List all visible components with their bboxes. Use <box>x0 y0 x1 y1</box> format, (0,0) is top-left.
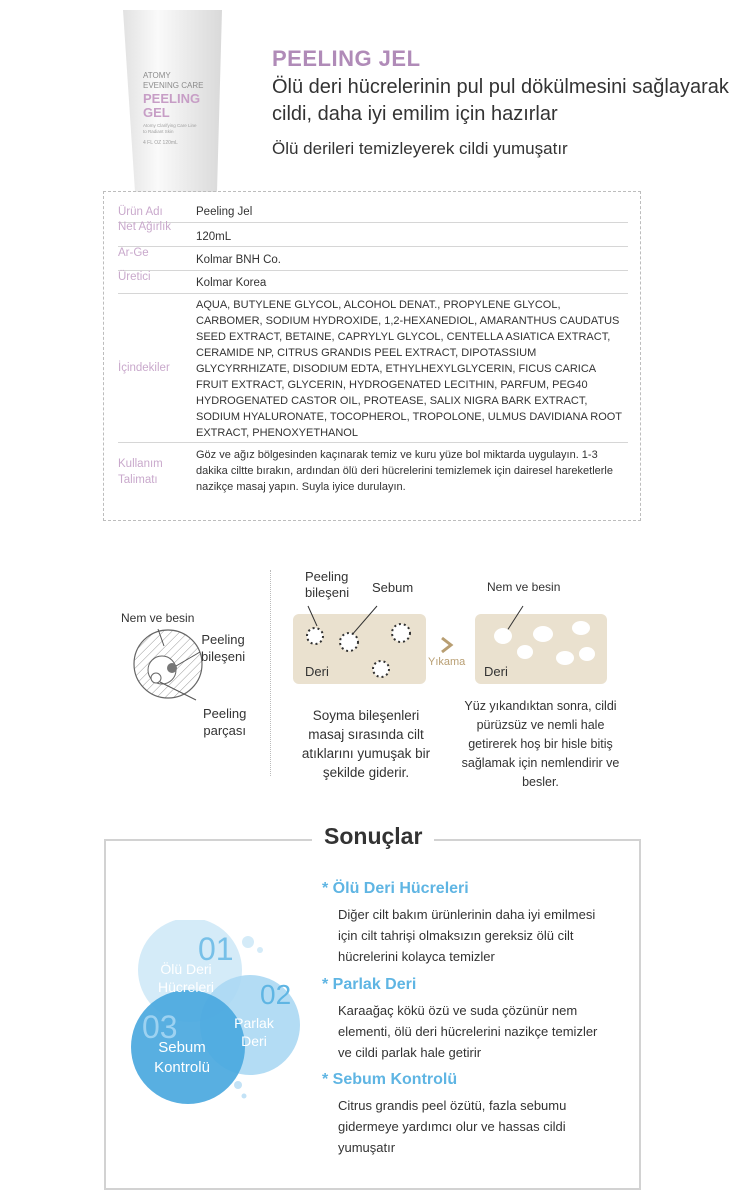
label-line: Peeling <box>201 632 245 647</box>
result-text: Citrus grandis peel özütü, fazla sebumu gidermeye yardımcı olur ve hassas cildi yumuşatır <box>338 1098 567 1155</box>
right-skin-label: Deri <box>484 664 508 679</box>
result-heading: * Parlak Deri <box>322 976 417 993</box>
circle-label: Deri <box>241 1033 267 1049</box>
row-label: Net Ağırlık <box>118 221 172 233</box>
result-heading: * Sebum Kontrolü <box>322 1071 458 1088</box>
label-line: bileşeni <box>305 585 350 600</box>
mid-sebum-label: Sebum <box>372 580 414 595</box>
results-circles <box>120 920 320 1105</box>
bubble-dot <box>242 1094 247 1099</box>
row-label: Üretici <box>118 271 151 283</box>
circle-number: 03 <box>142 1009 178 1045</box>
result-text: Karaağaç kökü özü ve suda çözünür nem elementi, ölü deri hücrelerini nazikçe temizler ve cildi parlak hale getirir <box>338 1003 598 1060</box>
result-item-dead-skin <box>322 880 622 967</box>
tube-brand-text: ATOMY <box>143 71 171 80</box>
row-value: Kolmar Korea <box>196 277 267 289</box>
tube-volume: 4 FL OZ 120mL <box>143 140 178 146</box>
tube-line-text: EVENING CARE <box>143 81 204 90</box>
table-row <box>118 247 628 271</box>
right-caption: Yüz yıkandıktan sonra, cildi pürüzsüz ve nemli hale getirerek hoş bir hisle bitiş sağlamak için nemlendirir ve besler. <box>461 699 620 789</box>
label-line: Peeling <box>305 569 349 584</box>
circle-label: Parlak <box>234 1015 274 1031</box>
result-item-bright-skin <box>322 976 622 1063</box>
bubble-dot <box>257 947 263 953</box>
skin-circle-diagram <box>128 624 208 702</box>
product-info-table <box>103 191 641 521</box>
row-value: Kolmar BNH Co. <box>196 254 281 266</box>
product-title: PEELING JEL <box>272 46 421 71</box>
row-value: 120mL <box>196 231 232 243</box>
table-row <box>118 294 628 443</box>
left-peel-component-label <box>201 631 245 665</box>
mid-caption: Soyma bileşenleri masaj sırasında cilt atıklarını yumuşak bir şekilde giderir. <box>301 708 431 780</box>
table-row <box>118 271 628 294</box>
circle-label: Kontrolü <box>154 1059 210 1076</box>
tube-name-text-1: PEELING <box>143 91 201 106</box>
row-value: Göz ve ağız bölgesinden kaçınarak temiz ve kuru yüze bol miktarda uygulayın. 1-3 dakika ciltte bırakın, ardından ölü deri hücrelerini temizlemek için dairesel hareketlerle nazikçe masaj yapın. Suyla iyice durulayın. <box>196 449 613 493</box>
bubble-dot <box>234 1081 242 1089</box>
product-tagline: Ölü derileri temizleyerek cildi yumuşatır <box>272 139 568 158</box>
label-line: Peeling <box>203 706 247 721</box>
circle-number: 01 <box>198 931 234 967</box>
result-heading: * Ölü Deri Hücreleri <box>322 880 469 897</box>
label-line: parçası <box>203 723 246 738</box>
row-label: Ar-Ge <box>118 247 149 259</box>
tube-desc-2: to Radiant Skin <box>143 129 174 134</box>
product-tube-image <box>121 10 224 192</box>
row-label: İçindekiler <box>118 362 170 374</box>
arrow-icon <box>440 636 454 654</box>
table-row <box>118 223 628 247</box>
left-peel-piece-label <box>203 705 246 739</box>
mid-skin-label: Deri <box>305 664 329 679</box>
tube-desc-1: Atomy Clarifying Care Line <box>143 123 197 128</box>
circle-label: Hücreleri <box>157 979 215 995</box>
section-divider <box>270 570 271 776</box>
bubble-dot <box>242 936 254 948</box>
row-label: Kullanım Talimatı <box>118 458 163 486</box>
result-text: Diğer cilt bakım ürünlerinin daha iyi emilmesi için cilt tahrişi olmaksızın gereksiz ölü cilt hücrelerini kolayca temizler <box>338 907 596 964</box>
results-title: Sonuçlar <box>312 823 434 850</box>
left-moisture-label: Nem ve besin <box>121 611 195 625</box>
tube-name-text-2: GEL <box>143 105 170 120</box>
table-row <box>118 202 628 223</box>
table-row <box>118 443 628 513</box>
circle-label: Ölü Deri <box>160 961 212 977</box>
row-value: AQUA, BUTYLENE GLYCOL, ALCOHOL DENAT., PROPYLENE GLYCOL, CARBOMER, SODIUM HYDROXIDE, 1,2-HEXANEDIOL, AMARANTHUS CAUDATUS SEED EXTRACT, BETAINE, CAPRYLYL GLYCOL, CENTELLA ASIATICA EXTRACT, CERAMIDE NP, CITRUS GRANDIS PEEL EXTRACT, DIPOTASSIUM GLYCYRRHIZATE, DISODIUM EDTA, ETHYLHEXYLGLYCERIN, FICUS CARICA FRUIT EXTRACT, GLYCERIN, HYDROGENATED LECITHIN, PARFUM, PEG40 HYDROGENATED CASTOR OIL, PROTEASE, SALIX NIGRA BARK EXTRACT, SODIUM HYALURONATE, TOCOPHEROL, TROPOLONE, ULMUS DAVIDIANA ROOT EXTRACT, PHENOXYETHANOL <box>196 299 622 439</box>
row-value: Peeling Jel <box>196 206 253 218</box>
circle-label: Sebum <box>158 1039 206 1056</box>
wash-label: Yıkama <box>428 656 466 668</box>
row-label: Ürün Adı <box>118 206 163 218</box>
circle-number: 02 <box>260 979 292 1010</box>
result-item-sebum <box>322 1071 622 1158</box>
label-line: bileşeni <box>201 649 246 664</box>
right-moisture-label: Nem ve besin <box>487 580 561 594</box>
product-subtitle: Ölü deri hücrelerinin pul pul dökülmesini sağlayarak cildi, daha iyi emilim için hazırlar <box>272 76 729 125</box>
